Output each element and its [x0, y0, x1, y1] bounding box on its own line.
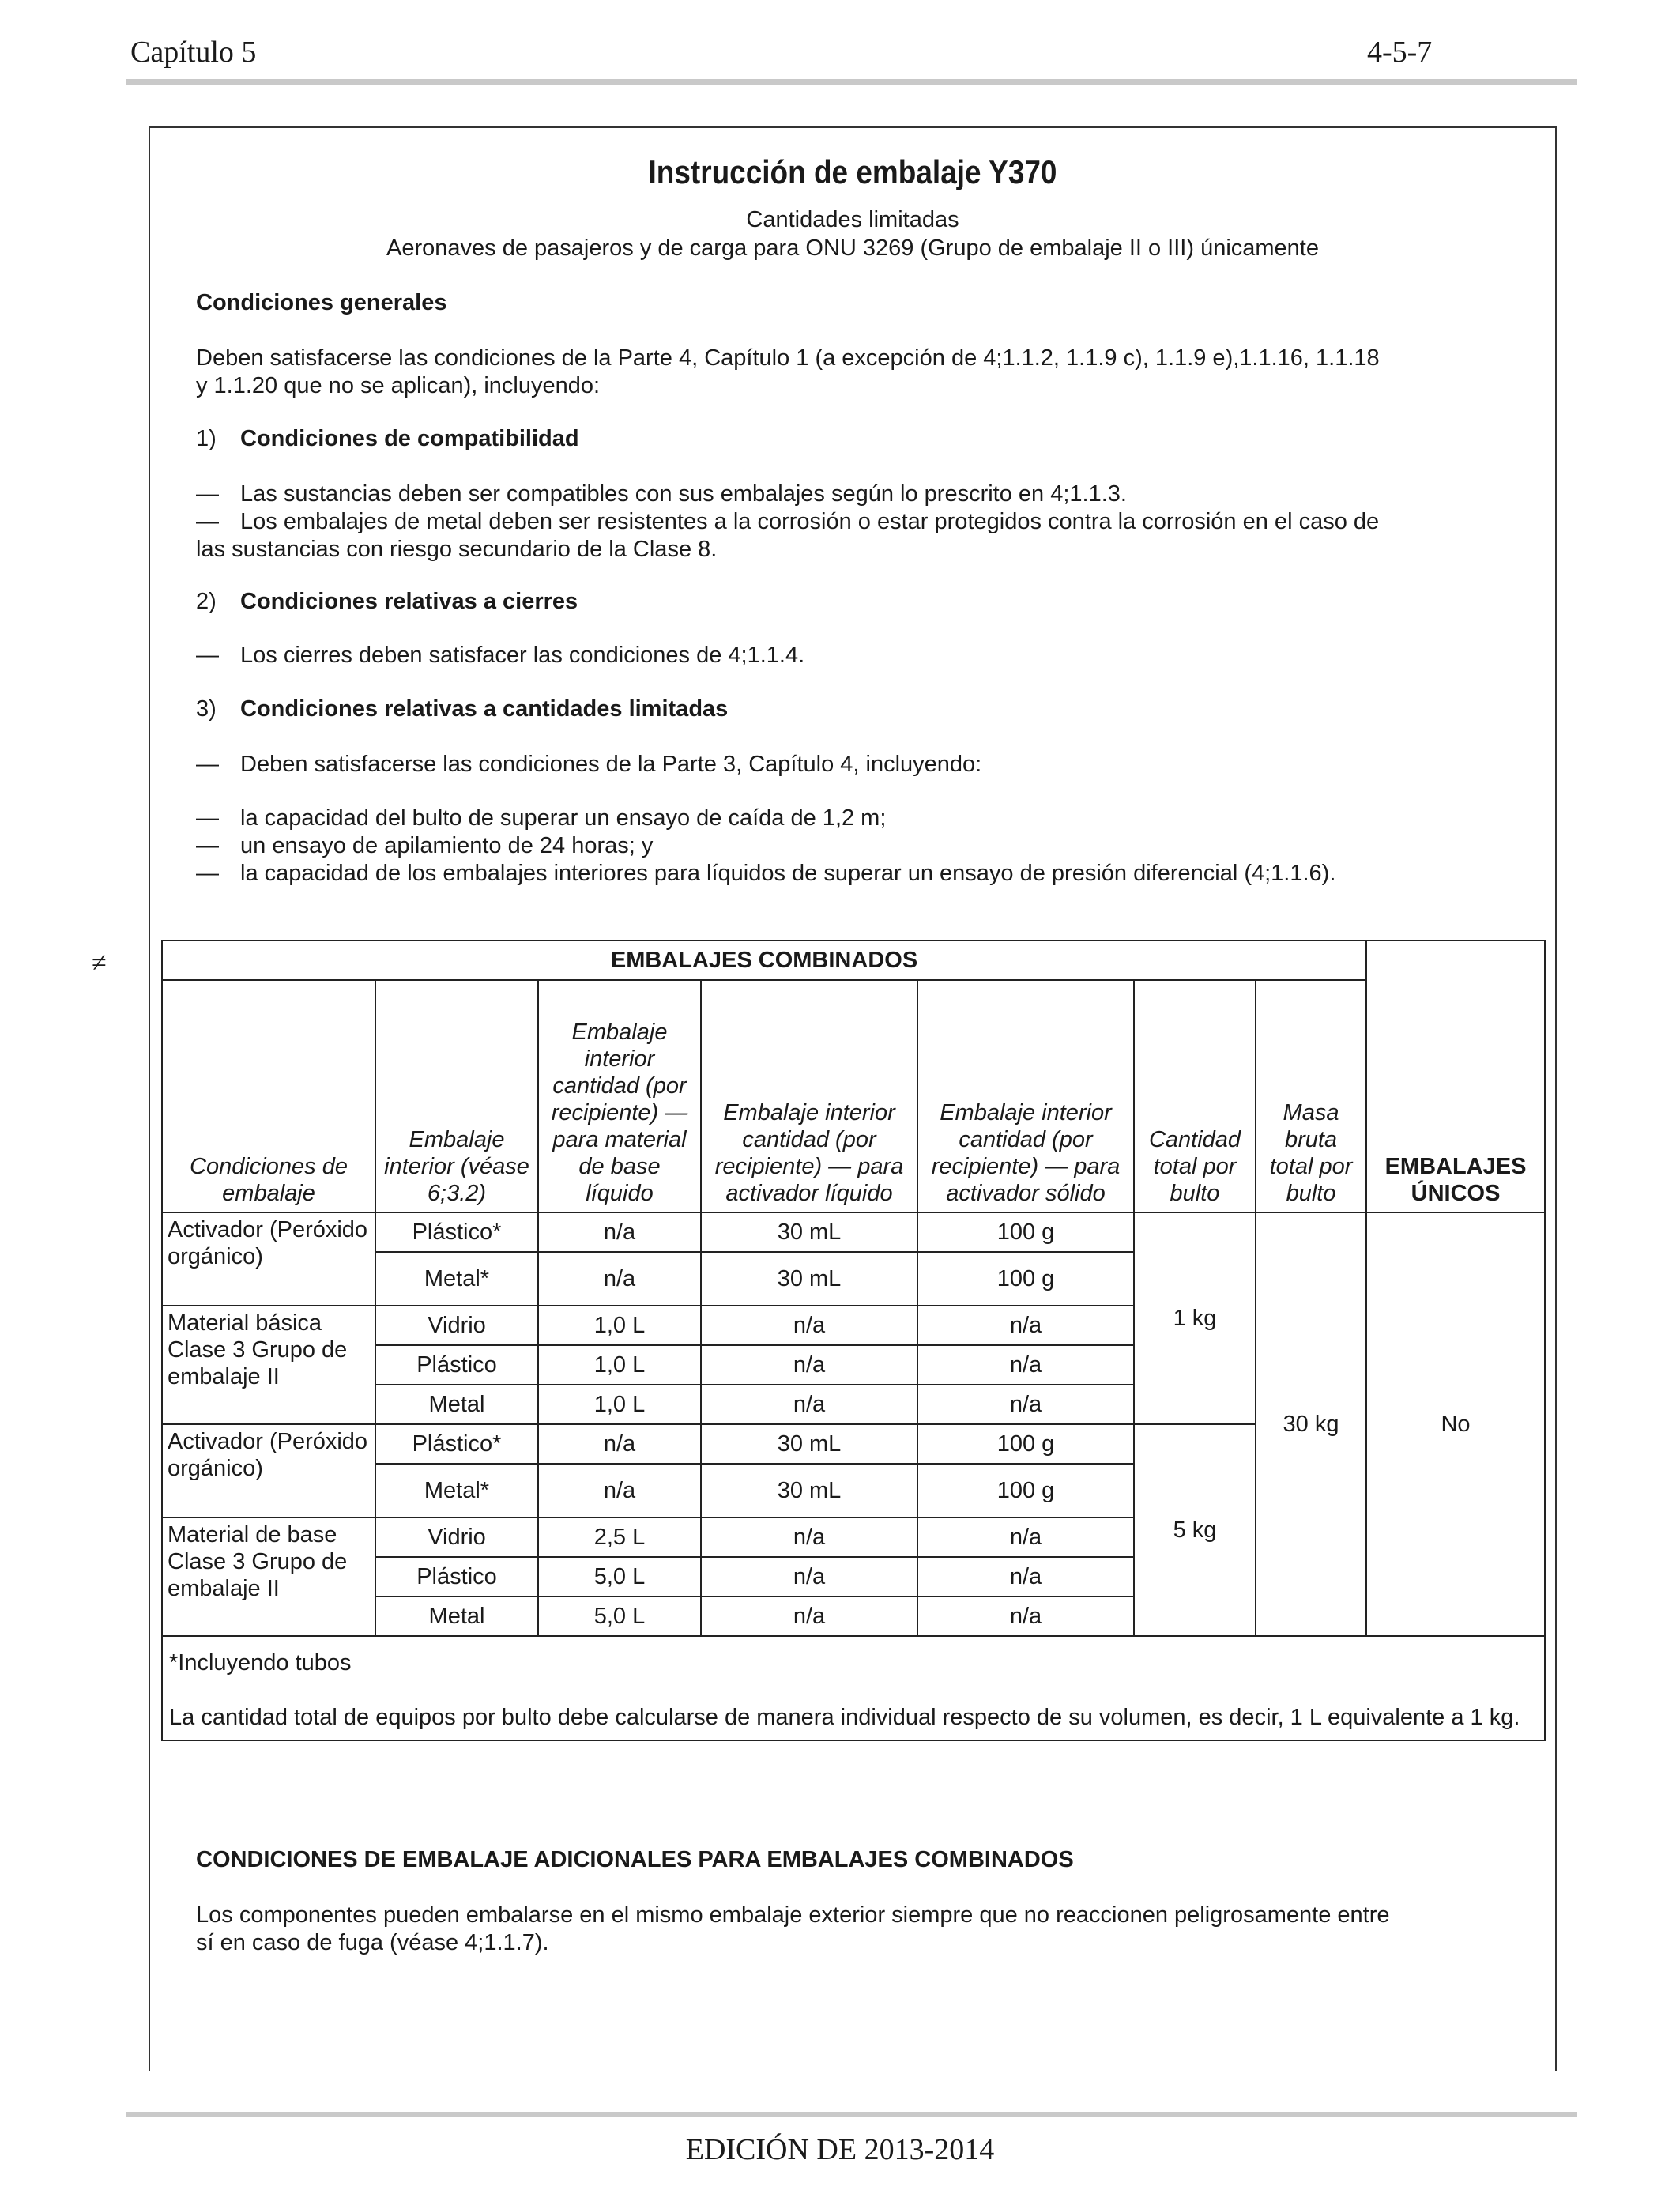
total-qty-cell: 5 kg: [1134, 1424, 1256, 1636]
section-1-bullets: — Las sustancias deben ser compatibles con sus embalajes según lo prescrito en 4;1.1.3. — Los embalajes de metal deben ser resistentes a la corrosión o estar protegidos contra la corrosión en el caso de las sustancias con riesgo secundario de la Clase 8.: [196, 481, 1380, 562]
document-subtitle: Cantidades limitadas: [746, 207, 959, 232]
general-conditions-heading: Condiciones generales: [196, 290, 447, 315]
qty-cell: n/a: [538, 1252, 701, 1306]
section-3-intro: — Deben satisfacerse las condiciones de la Parte 3, Capítulo 4, incluyendo:: [196, 752, 982, 777]
col-header-conditions: Condiciones de embalaje: [162, 980, 375, 1212]
single-packagings-header: EMBALAJES ÚNICOS: [1366, 941, 1545, 1212]
section-3-bullets: — la capacidad del bulto de superar un ensayo de caída de 1,2 m; — un ensayo de apilamiento de 24 horas; y — la capacidad de los embalajes interiores para líquidos de superar un ensayo de presión diferencial (4;1.1.6).: [196, 805, 1336, 886]
inner-packaging-cell: Metal: [375, 1385, 538, 1424]
qty-cell: n/a: [917, 1596, 1134, 1636]
qty-cell: 1,0 L: [538, 1385, 701, 1424]
col-header-gross-mass: Masa bruta total por bulto: [1256, 980, 1366, 1212]
condition-cell: Activador (Peróxido orgánico): [162, 1424, 375, 1517]
qty-cell: n/a: [917, 1345, 1134, 1385]
packing-table: [161, 940, 1546, 1741]
revision-mark: ≠: [92, 948, 107, 978]
qty-cell: n/a: [701, 1385, 917, 1424]
qty-cell: n/a: [701, 1306, 917, 1345]
table-column-header-row: [162, 980, 1545, 1212]
section-3-heading: 3) Condiciones relativas a cantidades limitadas: [196, 696, 729, 722]
qty-cell: n/a: [917, 1385, 1134, 1424]
additional-conditions-heading: CONDICIONES DE EMBALAJE ADICIONALES PARA EMBALAJES COMBINADOS: [196, 1847, 1074, 1872]
col-header-activator-liquid-qty: Embalaje interior cantidad (por recipiente) — para activador líquido: [701, 980, 917, 1212]
qty-cell: 100 g: [917, 1464, 1134, 1517]
frame-right-border: [1555, 126, 1557, 2071]
chapter-header: Capítulo 5: [130, 36, 257, 69]
inner-packaging-cell: Metal*: [375, 1464, 538, 1517]
page-number: 4-5-7: [1367, 36, 1433, 69]
inner-packaging-cell: Plástico: [375, 1557, 538, 1596]
inner-packaging-cell: Plástico*: [375, 1424, 538, 1464]
general-conditions-text: Deben satisfacerse las condiciones de la Parte 4, Capítulo 1 (a excepción de 4;1.1.2, 1.1.9 c), 1.1.9 e),1.1.16, 1.1.18 y 1.1.20 que no se aplican), incluyendo:: [196, 345, 1380, 398]
qty-cell: 2,5 L: [538, 1517, 701, 1557]
footer-rule: [126, 2112, 1577, 2117]
document-title: Instrucción de embalaje Y370: [648, 153, 1057, 190]
frame-left-border: [149, 126, 150, 2071]
condition-cell: Material básica Clase 3 Grupo de embalaje II: [162, 1306, 375, 1424]
qty-cell: n/a: [701, 1596, 917, 1636]
col-header-inner-packaging: Embalaje interior (véase 6;3.2): [375, 980, 538, 1212]
qty-cell: n/a: [701, 1345, 917, 1385]
table-row: [162, 1212, 1545, 1252]
qty-cell: n/a: [538, 1212, 701, 1252]
inner-packaging-cell: Plástico: [375, 1345, 538, 1385]
header-rule: [126, 79, 1577, 85]
qty-cell: n/a: [701, 1517, 917, 1557]
section-2-bullets: — Los cierres deben satisfacer las condiciones de 4;1.1.4.: [196, 643, 805, 668]
qty-cell: 30 mL: [701, 1212, 917, 1252]
section-1-heading: 1) Condiciones de compatibilidad: [196, 426, 579, 451]
col-header-total-qty: Cantidad total por bulto: [1134, 980, 1256, 1212]
combined-packagings-header: EMBALAJES COMBINADOS: [162, 941, 1366, 980]
qty-cell: 1,0 L: [538, 1306, 701, 1345]
edition-footer: EDICIÓN DE 2013-2014: [685, 2133, 995, 2166]
table-notes-row: [162, 1636, 1545, 1740]
col-header-activator-solid-qty: Embalaje interior cantidad (por recipiente) — para activador sólido: [917, 980, 1134, 1212]
table-note-quantity: La cantidad total de equipos por bulto debe calcularse de manera individual respecto de su volumen, es decir, 1 L equivalente a 1 kg.: [169, 1705, 1520, 1730]
single-packagings-cell: No: [1366, 1212, 1545, 1636]
table-group-header-row: [162, 941, 1545, 980]
qty-cell: n/a: [917, 1557, 1134, 1596]
inner-packaging-cell: Metal: [375, 1596, 538, 1636]
condition-cell: Activador (Peróxido orgánico): [162, 1212, 375, 1306]
qty-cell: n/a: [538, 1464, 701, 1517]
qty-cell: n/a: [701, 1557, 917, 1596]
inner-packaging-cell: Plástico*: [375, 1212, 538, 1252]
qty-cell: 1,0 L: [538, 1345, 701, 1385]
qty-cell: 100 g: [917, 1424, 1134, 1464]
gross-mass-cell: 30 kg: [1256, 1212, 1366, 1636]
inner-packaging-cell: Vidrio: [375, 1306, 538, 1345]
additional-conditions-text: Los componentes pueden embalarse en el mismo embalaje exterior siempre que no reaccionen peligrosamente entre sí en caso de fuga (véase 4;1.1.7).: [196, 1902, 1390, 1955]
section-2-heading: 2) Condiciones relativas a cierres: [196, 589, 578, 614]
qty-cell: n/a: [917, 1306, 1134, 1345]
table-notes: [162, 1636, 1545, 1740]
total-qty-cell: 1 kg: [1134, 1212, 1256, 1424]
qty-cell: 100 g: [917, 1252, 1134, 1306]
inner-packaging-cell: Metal*: [375, 1252, 538, 1306]
qty-cell: 5,0 L: [538, 1557, 701, 1596]
table-note-tubes: *Incluyendo tubos: [169, 1650, 352, 1676]
qty-cell: 30 mL: [701, 1424, 917, 1464]
frame-top-border: [149, 126, 1557, 128]
condition-cell: Material de base Clase 3 Grupo de embalaje II: [162, 1517, 375, 1636]
qty-cell: n/a: [917, 1517, 1134, 1557]
qty-cell: n/a: [538, 1424, 701, 1464]
qty-cell: 5,0 L: [538, 1596, 701, 1636]
qty-cell: 30 mL: [701, 1464, 917, 1517]
inner-packaging-cell: Vidrio: [375, 1517, 538, 1557]
qty-cell: 30 mL: [701, 1252, 917, 1306]
col-header-base-liquid-qty: Embalaje interior cantidad (por recipiente) — para material de base líquido: [538, 980, 701, 1212]
qty-cell: 100 g: [917, 1212, 1134, 1252]
document-scope: Aeronaves de pasajeros y de carga para ONU 3269 (Grupo de embalaje II o III) únicamente: [386, 236, 1319, 261]
